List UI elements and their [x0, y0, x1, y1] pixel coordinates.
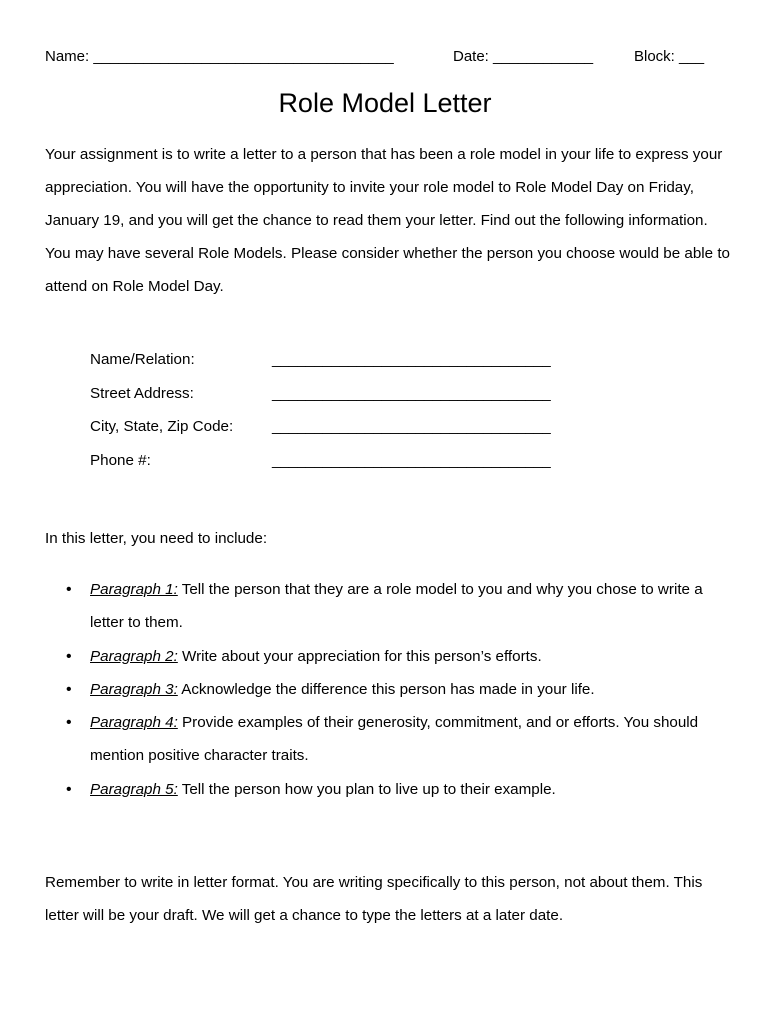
list-item	[45, 706, 735, 773]
paragraph-name: Paragraph 3:	[90, 680, 178, 698]
paragraph-text: Tell the person that they are a role model to you and why you chose to write a letter to them.	[90, 581, 703, 632]
list-item	[45, 573, 735, 640]
paragraph-name: Paragraph 4:	[90, 714, 178, 732]
info-label: Phone #:	[90, 451, 151, 469]
info-blank: _________________________________	[272, 384, 551, 402]
block-field: Block: ___	[634, 48, 705, 65]
info-blank: _________________________________	[272, 351, 551, 368]
paragraph-name: Paragraph 5:	[90, 780, 178, 798]
paragraph-list	[45, 573, 735, 806]
info-blank: _________________________________	[272, 418, 551, 435]
include-lead: In this letter, you need to include:	[45, 530, 268, 547]
paragraph-text: Tell the person how you plan to live up to their example.	[177, 780, 556, 798]
paragraph-name: Paragraph 2:	[90, 647, 178, 665]
name-field: Name: ____________________________________	[45, 48, 394, 65]
info-label: Name/Relation:	[90, 351, 195, 368]
info-label: City, State, Zip Code:	[90, 418, 234, 435]
date-field: Date: ____________	[453, 48, 594, 65]
list-item	[45, 640, 735, 673]
paragraph-text: Acknowledge the difference this person has made in your life.	[177, 680, 595, 698]
paragraph-name: Paragraph 1:	[90, 581, 178, 598]
info-label: Street Address:	[90, 384, 194, 402]
intro-paragraph: Your assignment is to write a letter to a person that has been a role model in your life to express your appreciation. You will have the opportunity to invite your role model to Role Model Day on Friday, January 19, and you will get the chance to read them your letter. Find out the following information. You may have several Role Models. Please consider whether the person you choose would be able to attend on Role Model Day.	[45, 146, 730, 295]
paragraph-text: Write about your appreciation for this person’s efforts.	[177, 647, 542, 665]
paragraph-text: Provide examples of their generosity, commitment, and or efforts. You should mention positive character traits.	[90, 714, 699, 765]
closing-paragraph: Remember to write in letter format. You are writing specifically to this person, not about them. This letter will be your draft. We will get a chance to type the letters at a later date.	[45, 874, 703, 924]
list-item	[45, 773, 735, 806]
list-item	[45, 673, 735, 706]
page-title: Role Model Letter	[278, 88, 492, 118]
info-blank: _________________________________	[272, 451, 551, 469]
